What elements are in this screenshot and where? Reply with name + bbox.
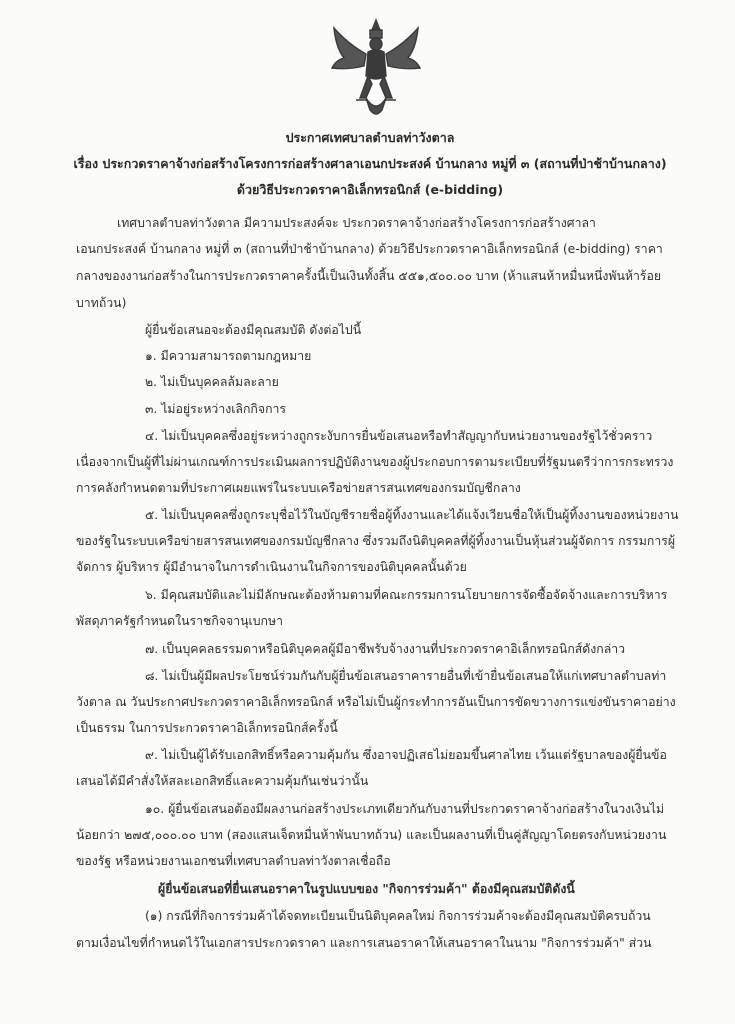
- list-item: ๖. มีคุณสมบัติและไม่มีลักษณะต้องห้ามตามที่คณะกรรมการนโยบายการจัดซื้อจัดจ้างและการบริหาร: [145, 588, 668, 602]
- announcement-method: ด้วยวิธีประกวดราคาอิเล็กทรอนิกส์ (e-bidding): [236, 182, 504, 197]
- list-item: ๑๐. ผู้ยื่นข้อเสนอต้องมีผลงานก่อสร้างประเภทเดียวกันกับงานที่ประกวดราคาจ้างก่อสร้างในวงเงินไม่: [145, 802, 665, 816]
- list-item: ๒. ไม่เป็นบุคคลล้มละลาย: [145, 375, 279, 389]
- list-item: ๑. มีความสามารถตามกฎหมาย: [145, 349, 312, 363]
- paragraph-line: เป็นธรรม ในการประกวดราคาอิเล็กทรอนิกส์ครั้งนี้: [76, 721, 338, 735]
- garuda-emblem-icon: [326, 14, 426, 124]
- list-item: ๙. ไม่เป็นผู้ได้รับเอกสิทธิ์หรือความคุ้มกัน ซึ่งอาจปฏิเสธไม่ยอมขึ้นศาลไทย เว้นแต่รัฐบาลของผู้ยื่นข้อ: [145, 748, 667, 762]
- paragraph-line: เทศบาลตำบลท่าวังตาล มีความประสงค์จะ ประกวดราคาจ้างก่อสร้างโครงการก่อสร้างศาลา: [117, 216, 596, 230]
- list-item: ๕. ไม่เป็นบุคคลซึ่งถูกระบุชื่อไว้ในบัญชีรายชื่อผู้ทิ้งงานและได้แจ้งเวียนชื่อให้เป็นผู้ทิ้งงานของหน่วยงาน: [145, 508, 679, 522]
- list-item: ๔. ไม่เป็นบุคคลซึ่งอยู่ระหว่างถูกระงับการยื่นข้อเสนอหรือทำสัญญากับหน่วยงานของรัฐไว้ชั่วคราว: [145, 429, 653, 443]
- list-item: ๗. เป็นบุคคลธรรมดาหรือนิติบุคคลผู้มีอาชีพรับจ้างงานที่ประกวดราคาอิเล็กทรอนิกส์ดังกล่าว: [145, 642, 626, 656]
- joint-venture-heading: ผู้ยื่นข้อเสนอที่ยื่นเสนอราคาในรูปแบบของ "กิจการร่วมค้า" ต้องมีคุณสมบัติดังนี้: [158, 882, 575, 896]
- paragraph-line: เอนกประสงค์ บ้านกลาง หมู่ที่ ๓ (สถานที่ป่าช้าบ้านกลาง) ด้วยวิธีประกวดราคาอิเล็กทรอนิกส์ (e-bidding) ราคา: [76, 242, 663, 256]
- list-item: ๘. ไม่เป็นผู้มีผลประโยชน์ร่วมกันกับผู้ยื่นข้อเสนอราคารายอื่นที่เข้ายื่นข้อเสนอให้แก่เทศบาลตำบลท่า: [145, 669, 667, 683]
- paragraph-line: การคลังกำหนดตามที่ประกาศเผยแพร่ในระบบเครือข่ายสารสนเทศของกรมบัญชีกลาง: [76, 481, 521, 495]
- announcement-title: ประกาศเทศบาลตำบลท่าวังตาล: [285, 130, 455, 145]
- announcement-subject: เรื่อง ประกวดราคาจ้างก่อสร้างโครงการก่อสร้างศาลาเอนกประสงค์ บ้านกลาง หมู่ที่ ๓ (สถานที่ป่าช้าบ้านกลาง): [73, 156, 667, 171]
- list-item: (๑) กรณีที่กิจการร่วมค้าได้จดทะเบียนเป็นนิติบุคคลใหม่ กิจการร่วมค้าจะต้องมีคุณสมบัติครบถ้วน: [145, 909, 651, 923]
- list-item: ๓. ไม่อยู่ระหว่างเลิกกิจการ: [145, 402, 287, 416]
- paragraph-line: จัดการ ผู้บริหาร ผู้มีอำนาจในการดำเนินงานในกิจการของนิติบุคคลนั้นด้วย: [76, 560, 467, 574]
- paragraph-line: น้อยกว่า ๒๗๕,๐๐๐.๐๐ บาท (สองแสนเจ็ดหมื่นห้าพันบาทถ้วน) และเป็นผลงานที่เป็นคู่สัญญาโดยตรงกับหน่วยงาน: [76, 828, 667, 842]
- paragraph-line: ของรัฐในระบบเครือข่ายสารสนเทศของกรมบัญชีกลาง ซึ่งรวมถึงนิติบุคคลที่ผู้ทิ้งงานเป็นหุ้นส่วนผู้จัดการ กรรมการผู้: [76, 534, 676, 548]
- paragraph-line: เนื่องจากเป็นผู้ที่ไม่ผ่านเกณฑ์การประเมินผลการปฏิบัติงานของผู้ประกอบการตามระเบียบที่รัฐมนตรีว่าการกระทรวง: [76, 455, 674, 469]
- paragraph-line: เสนอได้มีคำสั่งให้สละเอกสิทธิ์และความคุ้มกันเช่นว่านั้น: [76, 774, 369, 788]
- paragraph-line: กลางของงานก่อสร้างในการประกวดราคาครั้งนี้เป็นเงินทั้งสิ้น ๕๕๑,๕๐๐.๐๐ บาท (ห้าแสนห้าหมื่นหนึ่งพันห้าร้อย: [76, 269, 662, 283]
- paragraph-line: พัสดุภาครัฐกำหนดในราชกิจจานุเบกษา: [76, 614, 283, 628]
- paragraph-line: ของรัฐ หรือหน่วยงานเอกชนที่เทศบาลตำบลท่าวังตาลเชื่อถือ: [76, 854, 391, 868]
- paragraph-line: ตามเงื่อนไขที่กำหนดไว้ในเอกสารประกวดราคา และการเสนอราคาให้เสนอราคาในนาม "กิจการร่วมค้า" ส่วน: [76, 936, 652, 950]
- qualification-heading: ผู้ยื่นข้อเสนอจะต้องมีคุณสมบัติ ดังต่อไปนี้: [145, 323, 362, 337]
- paragraph-line: บาทถ้วน): [76, 296, 127, 310]
- paragraph-line: วังตาล ณ วันประกาศประกวดราคาอิเล็กทรอนิกส์ หรือไม่เป็นผู้กระทำการอันเป็นการขัดขวางการแข่งขันราคาอย่าง: [76, 695, 676, 709]
